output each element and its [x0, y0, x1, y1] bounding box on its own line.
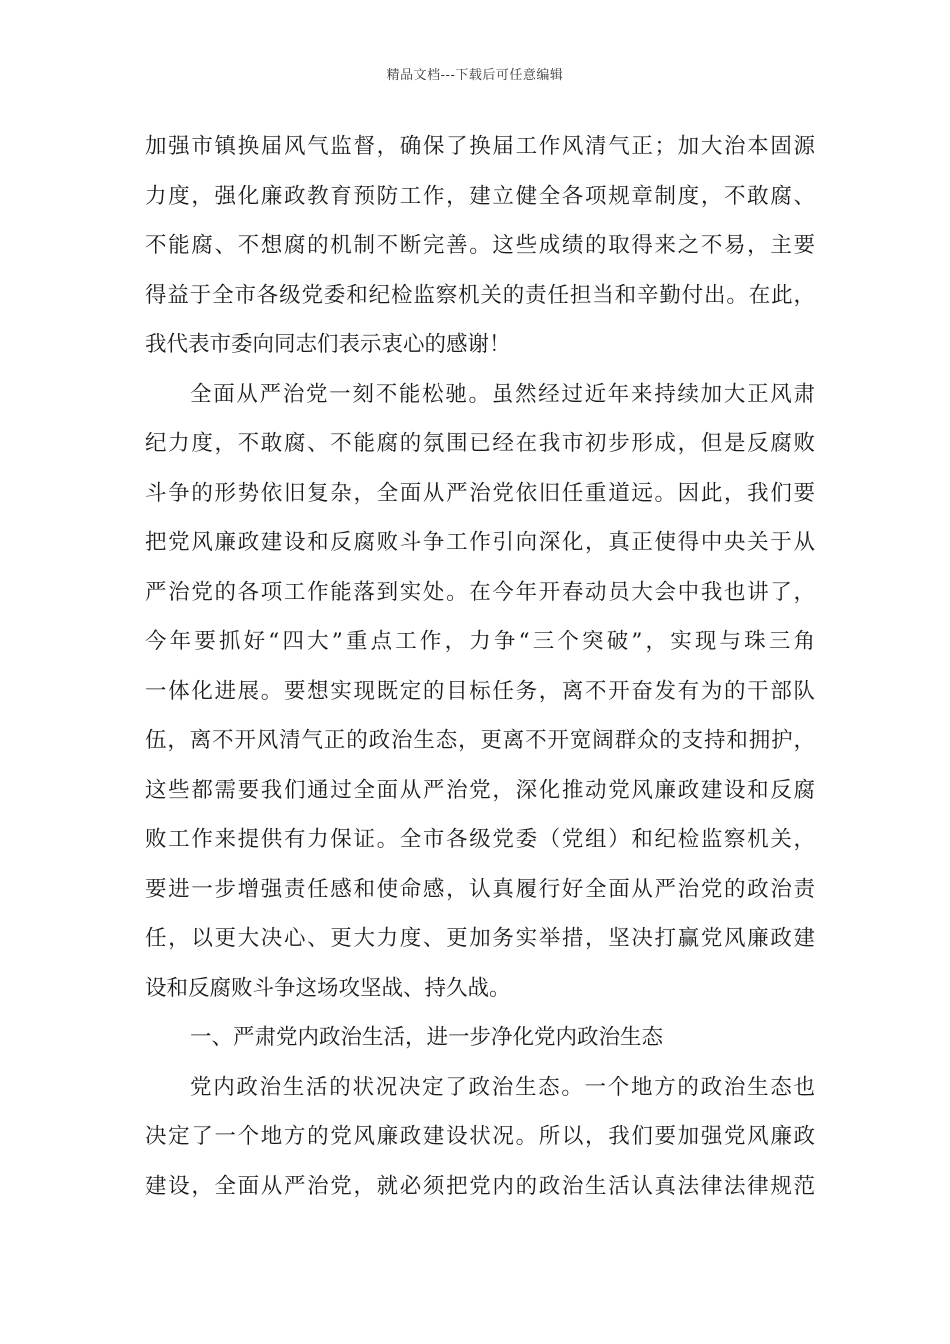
- text-line: 我代表市委向同志们表示衷心的感谢！: [145, 332, 511, 357]
- text-line: 这些都需要我们通过全面从严治党，深化推动党风廉政建设和反腐: [145, 777, 815, 803]
- text-line: 加强市镇换届风气监督，确保了换届工作风清气正；加大治本固源: [145, 134, 815, 159]
- section-heading: 一、严肃党内政治生活，进一步净化党内政治生态: [190, 1025, 664, 1050]
- text-line: 斗争的形势依旧复杂，全面从严治党依旧任重道远。因此，我们要: [145, 480, 815, 506]
- text-line: 得益于全市各级党委和纪检监察机关的责任担当和辛勤付出。在此，: [145, 282, 815, 308]
- text-line: 设和反腐败斗争这场攻坚战、持久战。: [145, 975, 511, 1001]
- text-line: 把党风廉政建设和反腐败斗争工作引向深化，真正使得中央关于从: [145, 530, 815, 555]
- text-line: 决定了一个地方的党风廉政建设状况。所以，我们要加强党风廉政: [145, 1124, 815, 1149]
- text-line: 建设，全面从严治党，就必须把党内的政治生活认真法律法律规范: [145, 1173, 815, 1199]
- page-header: 精品文档---下载后可任意编辑: [386, 68, 564, 83]
- text-line: 今年要抓好“四大”重点工作，力争“三个突破”，实现与珠三角: [145, 629, 815, 654]
- text-line: 一体化进展。要想实现既定的目标任务，离不开奋发有为的干部队: [145, 678, 815, 704]
- text-line: 力度，强化廉政教育预防工作，建立健全各项规章制度，不敢腐、: [145, 183, 815, 209]
- paragraph-first-line: 党内政治生活的状况决定了政治生态。一个地方的政治生态也: [190, 1074, 815, 1100]
- text-line: 要进一步增强责任感和使命感，认真履行好全面从严治党的政治责: [145, 876, 815, 902]
- text-line: 败工作来提供有力保证。全市各级党委（党组）和纪检监察机关，: [145, 827, 815, 852]
- text-line: 任，以更大决心、更大力度、更加务实举措，坚决打赢党风廉政建: [145, 926, 815, 951]
- text-line: 严治党的各项工作能落到实处。在今年开春动员大会中我也讲了，: [145, 579, 815, 605]
- text-line: 纪力度，不敢腐、不能腐的氛围已经在我市初步形成，但是反腐败: [145, 431, 815, 456]
- text-line: 伍，离不开风清气正的政治生态，更离不开宽阔群众的支持和拥护，: [145, 728, 815, 753]
- paragraph-first-line: 全面从严治党一刻不能松驰。虽然经过近年来持续加大正风肃: [190, 381, 815, 407]
- text-line: 不能腐、不想腐的机制不断完善。这些成绩的取得来之不易，主要: [145, 233, 815, 258]
